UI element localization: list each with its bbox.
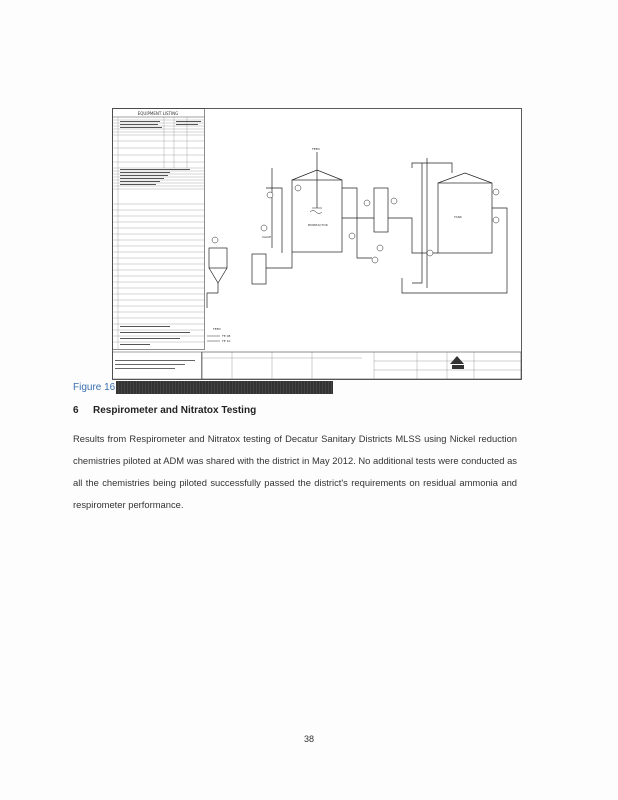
section-number: 6 xyxy=(73,405,79,416)
redacted-caption-bar xyxy=(116,381,333,394)
figure-label: Figure 16 xyxy=(73,382,116,393)
page-number: 38 xyxy=(303,734,314,744)
figure-caption xyxy=(73,381,333,394)
process-flow-diagram xyxy=(112,108,522,380)
body-paragraph: Results from Respirometer and Nitratox testing of Decatur Sanitary Districts MLSS using Nickel reduction chemistries piloted at ADM was shared with the district in May 2012. No additional tests were conducted as all the chemistries being piloted successfully passed the district's requirements on residual ammonia and respirometer performance. xyxy=(73,433,517,510)
svg-text:BIOREACTOR: BIOREACTOR xyxy=(308,223,328,227)
diagram-svg xyxy=(112,108,522,380)
equipment-listing-title: EQUIPMENT LISTING xyxy=(137,111,179,116)
svg-text:FE 10: FE 10 xyxy=(222,339,231,343)
svg-text:TANK: TANK xyxy=(454,215,462,219)
section-heading xyxy=(73,405,256,416)
svg-text:FE 08: FE 08 xyxy=(222,334,231,338)
svg-text:VALVE: VALVE xyxy=(262,235,272,239)
svg-text:FEED: FEED xyxy=(312,147,320,151)
svg-text:FEED: FEED xyxy=(213,327,221,331)
section-title: Respirometer and Nitratox Testing xyxy=(93,405,257,416)
